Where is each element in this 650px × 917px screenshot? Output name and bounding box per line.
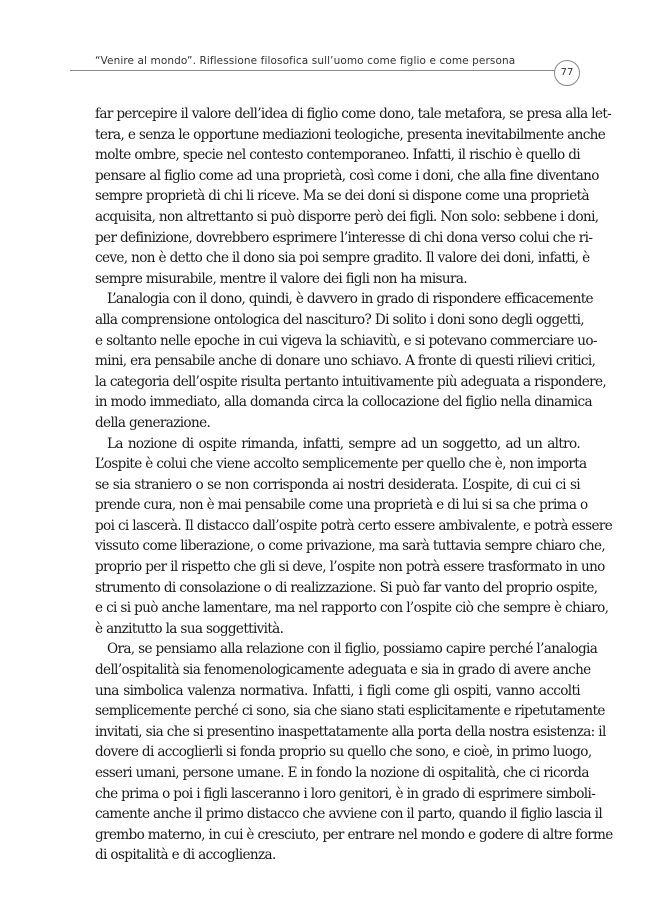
text-line: di ospitalità e di accoglienza. xyxy=(95,847,276,864)
text-line: tera, e senza le opportune mediazioni teologiche, presenta inevitabilmente anche xyxy=(95,126,606,143)
text-line: e soltanto nelle epoche in cui vigeva la schiavitù, e si potevano commerciare uo- xyxy=(95,332,597,349)
text-line: semplicemente perché ci sono, sia che siano stati esplicitamente e ripetutamente xyxy=(95,703,605,720)
paragraph xyxy=(95,289,607,433)
text-line: ceve, non è detto che il dono sia poi sempre gradito. Il valore dei doni, infatti, è xyxy=(95,250,590,267)
text-line: in modo immediato, alla domanda circa la collocazione del figlio nella dinamica xyxy=(95,394,592,411)
text-line: sempre misurabile, mentre il valore dei figli non ha misura. xyxy=(95,270,467,287)
text-line: pensare al figlio come ad una proprietà, così come i doni, che alla fine diventano xyxy=(95,167,599,184)
text-line: dovere di accoglierli si fonda proprio su quello che sono, e cioè, in primo luogo, xyxy=(95,744,592,761)
text-line: prende cura, non è mai pensabile come una proprietà e di lui si sa che prima o xyxy=(95,497,588,514)
text-line: acquisita, non altrettanto si può disporre però dei figli. Non solo: sebbene i doni, xyxy=(95,208,599,225)
text-line: sempre proprietà di chi li riceve. Ma se dei doni si dispone come una proprietà xyxy=(95,188,589,205)
text-line: invitati, sia che si presentino inaspettatamente alla porta della nostra esistenza: il xyxy=(95,723,606,740)
text-line: strumento di consolazione o di realizzazione. Si può far vanto del proprio ospite, xyxy=(95,579,598,596)
header-rule xyxy=(70,70,558,71)
text-line: che prima o poi i figli lasceranno i loro genitori, è in grado di esprimere simboli- xyxy=(95,785,596,802)
text-line: La nozione di ospite rimanda, infatti, sempre ad un soggetto, ad un altro. xyxy=(107,435,580,452)
text-line: dell’ospitalità sia fenomenologicamente adeguata e sia in grado di avere anche xyxy=(95,662,591,679)
body-text xyxy=(95,104,613,866)
text-line: esseri umani, persone umane. E in fondo la nozione di ospitalità, che ci ricorda xyxy=(95,765,589,781)
page-number: 77 xyxy=(554,60,580,86)
text-line: la categoria dell’ospite risulta pertanto intuitivamente più adeguata a rispondere, xyxy=(95,373,607,390)
text-line: per definizione, dovrebbero esprimere l’interesse di chi dona verso colui che ri- xyxy=(95,229,593,246)
text-line: far percepire il valore dell’idea di figlio come dono, tale metafora, se presa alla let- xyxy=(95,106,612,122)
paragraph xyxy=(95,639,613,866)
text-line: e ci si può anche lamentare, ma nel rapporto con l’ospite ciò che sempre è chiaro, xyxy=(95,600,609,617)
paragraph xyxy=(95,434,613,640)
text-line: se sia straniero o se non corrisponda ai nostri desiderata. L’ospite, di cui ci si xyxy=(95,476,580,493)
text-line: L’ospite è colui che viene accolto semplicemente per quello che è, non importa xyxy=(95,456,587,473)
text-line: vissuto come liberazione, o come privazione, ma sarà tuttavia sempre chiaro che, xyxy=(95,538,606,555)
text-line: molte ombre, specie nel contesto contemporaneo. Infatti, il rischio è quello di xyxy=(95,147,580,164)
text-line: L’analogia con il dono, quindi, è davvero in grado di rispondere efficacemente xyxy=(107,291,593,308)
running-title: “Venire al mondo”. Riflessione filosofica sull’uomo come figlio e come persona xyxy=(95,55,516,67)
text-line: una simbolica valenza normativa. Infatti, i figli come gli ospiti, vanno accolti xyxy=(95,682,580,699)
paragraph xyxy=(95,104,612,289)
text-line: alla comprensione ontologica del nascituro? Di solito i doni sono degli oggetti, xyxy=(95,311,584,328)
text-line: poi ci lascerà. Il distacco dall’ospite potrà certo essere ambivalente, e potrà essere xyxy=(95,517,613,534)
text-line: grembo materno, in cui è cresciuto, per entrare nel mondo e godere di altre forme xyxy=(95,826,613,843)
text-line: è anzitutto la sua soggettività. xyxy=(95,620,284,637)
text-line: camente anche il primo distacco che avviene con il parto, quando il figlio lascia il xyxy=(95,806,603,823)
text-line: della generazione. xyxy=(95,414,211,431)
text-line: Ora, se pensiamo alla relazione con il figlio, possiamo capire perché l’analogia xyxy=(107,641,598,658)
text-line: proprio per il rispetto che gli si deve, l’ospite non potrà essere trasformato in uno xyxy=(95,559,605,576)
text-line: mini, era pensabile anche di donare uno schiavo. A fronte di questi rilievi critici, xyxy=(95,353,596,370)
